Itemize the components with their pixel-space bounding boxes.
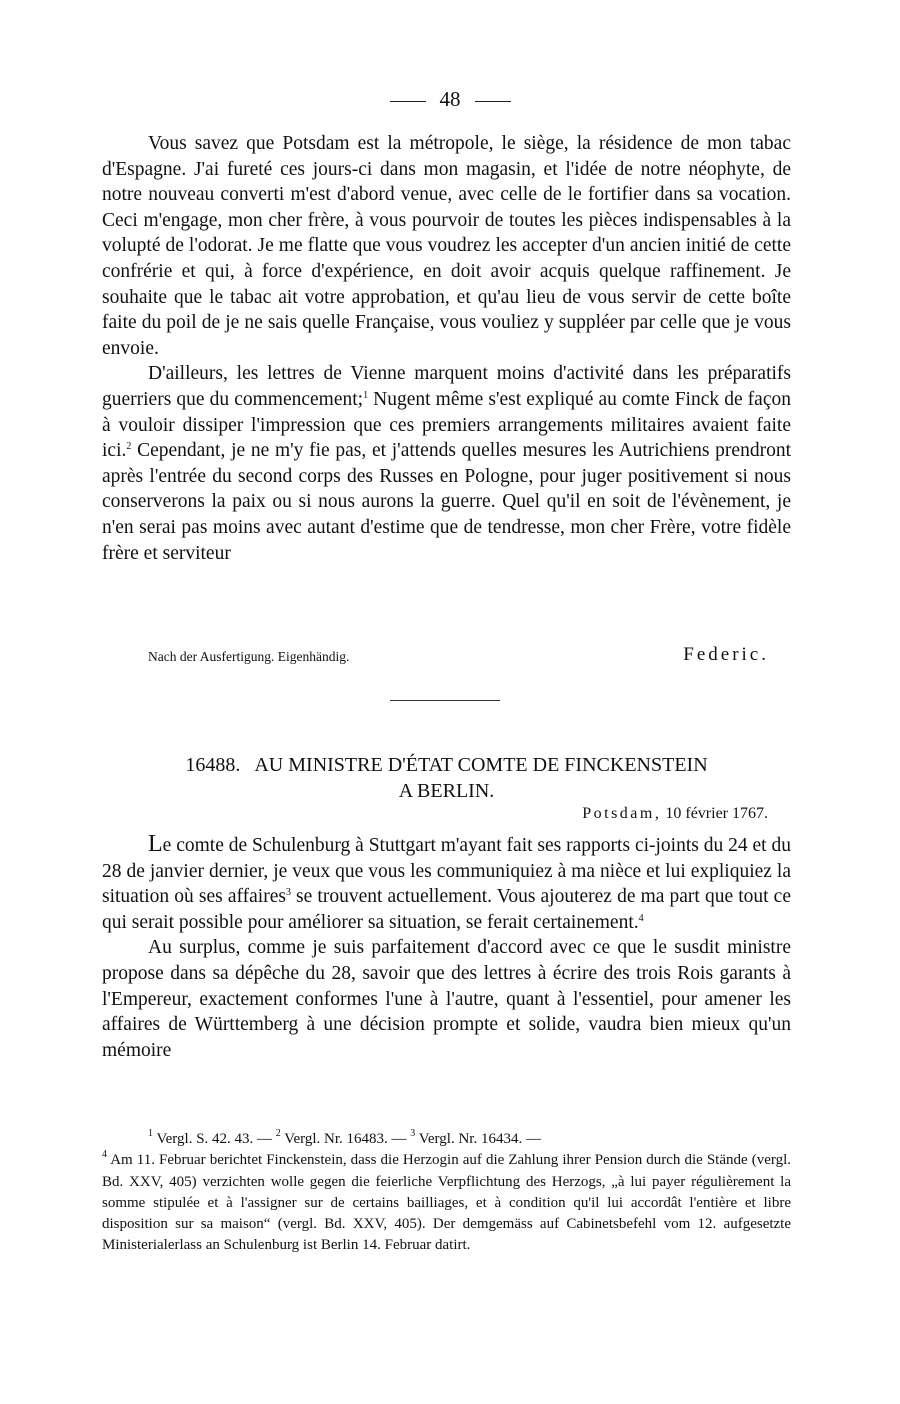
source-note	[148, 644, 791, 670]
letter1-paragraph-2	[102, 361, 791, 566]
letter-heading-line-1	[102, 752, 791, 778]
footnote-ref-4[interactable]: 4	[638, 912, 644, 924]
letter-heading	[102, 752, 791, 804]
letter2-p1-text-a: e comte de Schulenburg à Stuttgart m'ayant fait ses rapports ci-joints du 24 et du 28 de janvier dernier, je veux que vous les communiquiez à ma nièce et lui expliquiez la situation où ses affaires	[102, 835, 791, 908]
footnotes-references	[102, 1129, 791, 1150]
footnote-marker-4: 4	[102, 1149, 107, 1161]
footnote-marker-1: 1	[148, 1128, 153, 1139]
footnote-3-text: Vergl. Nr. 16434. —	[415, 1131, 541, 1147]
dateline	[102, 803, 768, 825]
footnote-2-text: Vergl. Nr. 16483. —	[280, 1131, 411, 1147]
letter-number: 16488.	[185, 754, 241, 776]
page-number	[0, 86, 900, 112]
letter2-paragraph-1	[102, 832, 791, 935]
letter2-p1-text-b: se trouvent actuellement. Vous ajouterez de ma part que tout ce qui serait possible pour améliorer sa situation, se ferait certainement.	[102, 886, 791, 933]
footnote-1-text: Vergl. S. 42. 43. —	[153, 1131, 276, 1147]
letter1-p2-text-a: D'ailleurs, les lettres de Vienne marquent moins d'activité dans les préparatifs guerriers que du commencement;	[102, 363, 791, 410]
letter-16487-body	[102, 131, 791, 566]
footnote-ref-3[interactable]: 3	[285, 887, 291, 899]
letter1-p2-text-b: Nugent même s'est expliqué au comte Finck de façon à vouloir dissiper l'impression que ces premiers arrangements militaires avaient faite ici.	[102, 388, 791, 462]
footnote-4	[102, 1150, 791, 1256]
footnote-marker-2: 2	[275, 1128, 281, 1139]
footnote-ref-1[interactable]: 1	[363, 389, 369, 401]
footnote-marker-3: 3	[410, 1128, 416, 1139]
signature: Federic.	[683, 644, 769, 665]
dateline-place: Potsdam,	[582, 805, 662, 822]
letter-16488-body	[102, 832, 791, 1063]
footnotes	[102, 1129, 791, 1257]
footnote-4-text: Am 11. Februar berichtet Finckenstein, dass die Herzogin auf die Zahlung ihrer Pension durch die Stände (vergl. Bd. XXV, 405) verzichten wolle gegen die feierliche Verpflichtung des Herzogs, „à lui payer régulièrement la somme stipulée et à l'assigner sur de certains bailliages, et à condition qu'il lui accordât l'entière et libre disposition sur sa maison“ (vergl. Bd. XXV, 405). Der demgemäss auf Cabinetsbefehl vom 12. aufgesetzte Ministerialerlass an Schulenburg ist Berlin 14. Februar datirt.	[102, 1152, 791, 1254]
initial-letter: L	[148, 831, 163, 857]
footnote-ref-2[interactable]: 2	[126, 441, 132, 453]
page-number-text: 48	[439, 87, 461, 111]
page-number-left-rule	[390, 101, 426, 102]
letter1-p2-text-c: Cependant, je ne m'y fie pas, et j'attends quelles mesures les Autrichiens prendront après l'entrée du second corps des Russes en Pologne, pour juger positivement si nous conserverons la paix ou si nous aurons la guerre. Quel qu'il en soit de l'évènement, je n'en serai pas moins avec autant d'estime que de tendresse, mon cher Frère, votre fidèle frère et serviteur	[102, 440, 791, 564]
dateline-date: 10 février 1767.	[665, 805, 768, 822]
section-separator	[390, 700, 500, 701]
page-number-right-rule	[475, 101, 511, 102]
letter-heading-line-2: A BERLIN.	[398, 780, 495, 802]
letter2-paragraph-2: Au surplus, comme je suis parfaitement d'accord avec ce que le susdit ministre propose dans sa dépêche du 28, savoir que des lettres à écrire des trois Rois garants à l'Empereur, exactement conformes l'une à l'autre, quant à l'essentiel, pour amener les affaires de Württemberg à une décision prompte et solide, vaudra bien mieux qu'un mémoire	[102, 937, 791, 1061]
letter1-paragraph-1: Vous savez que Potsdam est la métropole, le siège, la résidence de mon tabac d'Espagne. J'ai fureté ces jours-ci dans mon magasin, et l'idée de notre néophyte, de notre nouveau converti m'est d'abord venue, avec celle de le fortifier dans sa vocation. Ceci m'engage, mon cher frère, à vous pourvoir de toutes les pièces indispensables à la volupté de l'odorat. Je me flatte que vous voudrez les accepter d'un ancien initié de cette confrérie et qui, à force d'expérience, en doit avoir acquis quelque raffinement. Je souhaite que le tabac ait votre approbation, et qu'au lieu de vous servir de cette boîte faite du poil de je ne sais quelle Française, vous vouliez y suppléer par celle que je vous envoie.	[102, 133, 791, 359]
source-note-text: Nach der Ausfertigung. Eigenhändig.	[148, 649, 350, 664]
letter-recipient: AU MINISTRE D'ÉTAT COMTE DE FINCKENSTEIN	[254, 754, 708, 776]
